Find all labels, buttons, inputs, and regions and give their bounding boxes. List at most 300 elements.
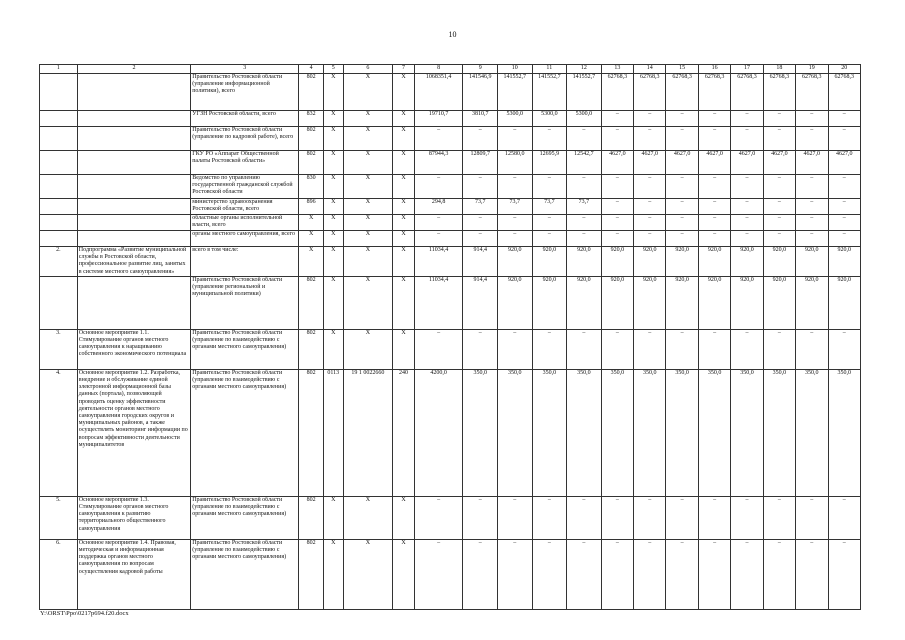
expense-type-cell: X bbox=[393, 329, 415, 369]
amount-cell: – bbox=[567, 231, 602, 247]
amount-cell: – bbox=[634, 127, 666, 151]
row-number-cell bbox=[40, 74, 78, 111]
target-article-cell: X bbox=[343, 496, 393, 539]
section-code-cell: X bbox=[324, 127, 343, 151]
amount-cell: – bbox=[414, 539, 463, 609]
amount-cell: 920,0 bbox=[666, 247, 698, 277]
amount-cell: – bbox=[414, 329, 463, 369]
amount-cell: 5300,0 bbox=[532, 111, 567, 127]
row-number-cell bbox=[40, 199, 78, 215]
table-row bbox=[40, 276, 861, 329]
amount-cell: 920,0 bbox=[497, 247, 532, 277]
amount-cell: – bbox=[731, 175, 763, 199]
amount-cell: – bbox=[601, 329, 633, 369]
section-code-cell: X bbox=[324, 199, 343, 215]
amount-cell: 350,0 bbox=[828, 369, 861, 496]
amount-cell: – bbox=[666, 539, 698, 609]
executor-cell: Правительство Ростовской области (управление по взаимодействию с органами местного самоуправления) bbox=[191, 496, 299, 539]
target-article-cell: X bbox=[343, 539, 393, 609]
amount-cell: 19710,7 bbox=[414, 111, 463, 127]
amount-cell: – bbox=[731, 496, 763, 539]
table-row bbox=[40, 127, 861, 151]
expense-type-cell: X bbox=[393, 74, 415, 111]
amount-cell: 294,8 bbox=[414, 199, 463, 215]
amount-cell: – bbox=[567, 539, 602, 609]
expense-type-cell: X bbox=[393, 215, 415, 231]
grbs-code-cell: X bbox=[299, 247, 324, 277]
section-code-cell: X bbox=[324, 276, 343, 329]
amount-cell: 62768,3 bbox=[731, 74, 763, 111]
program-name-cell bbox=[77, 151, 190, 175]
amount-cell: – bbox=[828, 175, 861, 199]
expense-type-cell: 240 bbox=[393, 369, 415, 496]
amount-cell: – bbox=[763, 111, 795, 127]
section-code-cell: X bbox=[324, 539, 343, 609]
amount-cell: 4627,0 bbox=[796, 151, 828, 175]
amount-cell: 141552,7 bbox=[497, 74, 532, 111]
program-name-cell: Основное мероприятие 1.2. Разработка, внедрение и обслуживание единой электронной информационной базы данных (портала), позволяющей проводить оценку эффективности деятельности органов местного самоуправления городских округов и муниципальных районов, а также осуществлять мониторинг информации по вопросам эффективности деятельности муниципалитетов bbox=[77, 369, 190, 496]
amount-cell: 920,0 bbox=[828, 276, 861, 329]
row-number-cell: 5. bbox=[40, 496, 78, 539]
row-number-cell bbox=[40, 215, 78, 231]
program-name-cell bbox=[77, 276, 190, 329]
amount-cell: – bbox=[634, 496, 666, 539]
amount-cell: 920,0 bbox=[532, 247, 567, 277]
section-code-cell: X bbox=[324, 247, 343, 277]
executor-cell: Ведомство по управлению государственной гражданской службой Ростовской области bbox=[191, 175, 299, 199]
column-number-cell: 7 bbox=[393, 65, 415, 74]
target-article-cell: X bbox=[343, 247, 393, 277]
amount-cell: – bbox=[414, 215, 463, 231]
amount-cell: – bbox=[532, 175, 567, 199]
amount-cell: – bbox=[828, 496, 861, 539]
amount-cell: 920,0 bbox=[698, 247, 730, 277]
amount-cell: – bbox=[763, 539, 795, 609]
amount-cell: – bbox=[497, 175, 532, 199]
amount-cell: 914,4 bbox=[463, 247, 498, 277]
column-number-cell: 12 bbox=[567, 65, 602, 74]
column-number-cell: 13 bbox=[601, 65, 633, 74]
table-row bbox=[40, 539, 861, 609]
column-number-cell: 20 bbox=[828, 65, 861, 74]
amount-cell: 4627,0 bbox=[698, 151, 730, 175]
amount-cell: – bbox=[731, 539, 763, 609]
amount-cell: 920,0 bbox=[796, 247, 828, 277]
amount-cell: 4200,0 bbox=[414, 369, 463, 496]
amount-cell: – bbox=[731, 231, 763, 247]
page-number: 10 bbox=[448, 30, 457, 39]
column-number-cell: 9 bbox=[463, 65, 498, 74]
grbs-code-cell: 802 bbox=[299, 74, 324, 111]
amount-cell: 62768,3 bbox=[634, 74, 666, 111]
program-name-cell bbox=[77, 231, 190, 247]
amount-cell: 62768,3 bbox=[601, 74, 633, 111]
expense-type-cell: X bbox=[393, 111, 415, 127]
column-number-cell: 4 bbox=[299, 65, 324, 74]
amount-cell: – bbox=[828, 111, 861, 127]
amount-cell: – bbox=[497, 215, 532, 231]
grbs-code-cell: 802 bbox=[299, 496, 324, 539]
target-article-cell: X bbox=[343, 231, 393, 247]
amount-cell: – bbox=[763, 127, 795, 151]
target-article-cell: X bbox=[343, 175, 393, 199]
section-code-cell: X bbox=[324, 111, 343, 127]
amount-cell: – bbox=[634, 539, 666, 609]
row-number-cell: 3. bbox=[40, 329, 78, 369]
section-code-cell: X bbox=[324, 496, 343, 539]
column-number-cell: 6 bbox=[343, 65, 393, 74]
program-name-cell bbox=[77, 111, 190, 127]
amount-cell: 920,0 bbox=[731, 247, 763, 277]
amount-cell: 141546,9 bbox=[463, 74, 498, 111]
amount-cell: 920,0 bbox=[532, 276, 567, 329]
executor-cell: ГКУ РО «Аппарат Общественной палаты Ростовской области» bbox=[191, 151, 299, 175]
amount-cell: – bbox=[497, 231, 532, 247]
target-article-cell: 19 1 0022660 bbox=[343, 369, 393, 496]
grbs-code-cell: 802 bbox=[299, 127, 324, 151]
executor-cell: Правительство Ростовской области (управление по кадровой работе), всего bbox=[191, 127, 299, 151]
amount-cell: – bbox=[601, 539, 633, 609]
section-code-cell: X bbox=[324, 215, 343, 231]
table-row bbox=[40, 111, 861, 127]
amount-cell: 920,0 bbox=[567, 276, 602, 329]
amount-cell: – bbox=[666, 215, 698, 231]
amount-cell: 62768,3 bbox=[698, 74, 730, 111]
row-number-cell: 4. bbox=[40, 369, 78, 496]
amount-cell: 12542,7 bbox=[567, 151, 602, 175]
row-number-cell: 6. bbox=[40, 539, 78, 609]
amount-cell: 4627,0 bbox=[666, 151, 698, 175]
amount-cell: – bbox=[634, 111, 666, 127]
program-name-cell: Основное мероприятие 1.4. Правовая, методическая и информационная поддержка органов местного самоуправления по вопросам осуществления кадровой работы bbox=[77, 539, 190, 609]
amount-cell: – bbox=[796, 111, 828, 127]
amount-cell: – bbox=[601, 231, 633, 247]
amount-cell: – bbox=[698, 496, 730, 539]
amount-cell: 920,0 bbox=[601, 247, 633, 277]
amount-cell: 350,0 bbox=[796, 369, 828, 496]
column-number-cell: 17 bbox=[731, 65, 763, 74]
executor-cell: Правительство Ростовской области (управление по взаимодействию с органами местного самоуправления) bbox=[191, 329, 299, 369]
amount-cell: – bbox=[796, 539, 828, 609]
amount-cell: – bbox=[796, 496, 828, 539]
grbs-code-cell: 802 bbox=[299, 369, 324, 496]
section-code-cell: X bbox=[324, 151, 343, 175]
amount-cell: – bbox=[731, 199, 763, 215]
program-name-cell bbox=[77, 175, 190, 199]
amount-cell: 350,0 bbox=[463, 369, 498, 496]
amount-cell: 350,0 bbox=[532, 369, 567, 496]
amount-cell: – bbox=[601, 496, 633, 539]
amount-cell: – bbox=[796, 175, 828, 199]
amount-cell: – bbox=[731, 127, 763, 151]
amount-cell: – bbox=[567, 215, 602, 231]
amount-cell: 73,7 bbox=[567, 199, 602, 215]
executor-cell: областные органы исполнительной власти, всего bbox=[191, 215, 299, 231]
grbs-code-cell: X bbox=[299, 215, 324, 231]
table-row bbox=[40, 247, 861, 277]
amount-cell: – bbox=[532, 539, 567, 609]
amount-cell: – bbox=[698, 127, 730, 151]
amount-cell: – bbox=[763, 496, 795, 539]
amount-cell: 5300,0 bbox=[497, 111, 532, 127]
budget-table bbox=[39, 64, 861, 610]
amount-cell: – bbox=[666, 199, 698, 215]
amount-cell: – bbox=[698, 539, 730, 609]
amount-cell: 350,0 bbox=[497, 369, 532, 496]
row-number-cell bbox=[40, 127, 78, 151]
amount-cell: – bbox=[698, 199, 730, 215]
program-name-cell bbox=[77, 215, 190, 231]
column-number-cell: 18 bbox=[763, 65, 795, 74]
target-article-cell: X bbox=[343, 199, 393, 215]
column-number-cell: 5 bbox=[324, 65, 343, 74]
program-name-cell: Подпрограмма «Развитие муниципальной службы в Ростовской области, профессиональное развитие лиц, занятых в системе местного самоуправления» bbox=[77, 247, 190, 277]
column-number-cell: 10 bbox=[497, 65, 532, 74]
amount-cell: – bbox=[828, 539, 861, 609]
row-number-cell: 2. bbox=[40, 247, 78, 277]
amount-cell: 350,0 bbox=[567, 369, 602, 496]
table-row bbox=[40, 151, 861, 175]
amount-cell: – bbox=[828, 231, 861, 247]
amount-cell: 12695,9 bbox=[532, 151, 567, 175]
table-row bbox=[40, 231, 861, 247]
amount-cell: – bbox=[763, 199, 795, 215]
amount-cell: 4627,0 bbox=[828, 151, 861, 175]
amount-cell: – bbox=[601, 199, 633, 215]
amount-cell: – bbox=[463, 329, 498, 369]
section-code-cell: 0113 bbox=[324, 369, 343, 496]
amount-cell: – bbox=[731, 329, 763, 369]
grbs-code-cell: 802 bbox=[299, 276, 324, 329]
amount-cell: 4627,0 bbox=[601, 151, 633, 175]
amount-cell: – bbox=[828, 329, 861, 369]
grbs-code-cell: 802 bbox=[299, 539, 324, 609]
amount-cell: – bbox=[731, 111, 763, 127]
amount-cell: 73,7 bbox=[532, 199, 567, 215]
amount-cell: 5300,0 bbox=[567, 111, 602, 127]
amount-cell: 141552,7 bbox=[532, 74, 567, 111]
amount-cell: – bbox=[796, 127, 828, 151]
row-number-cell bbox=[40, 111, 78, 127]
amount-cell: – bbox=[634, 175, 666, 199]
expense-type-cell: X bbox=[393, 151, 415, 175]
amount-cell: – bbox=[698, 231, 730, 247]
expense-type-cell: X bbox=[393, 127, 415, 151]
amount-cell: – bbox=[601, 175, 633, 199]
amount-cell: 350,0 bbox=[666, 369, 698, 496]
amount-cell: 350,0 bbox=[698, 369, 730, 496]
amount-cell: – bbox=[497, 127, 532, 151]
grbs-code-cell: 830 bbox=[299, 175, 324, 199]
table-row bbox=[40, 215, 861, 231]
amount-cell: – bbox=[463, 231, 498, 247]
amount-cell: 73,7 bbox=[463, 199, 498, 215]
column-number-cell: 15 bbox=[666, 65, 698, 74]
amount-cell: – bbox=[497, 329, 532, 369]
target-article-cell: X bbox=[343, 111, 393, 127]
target-article-cell: X bbox=[343, 127, 393, 151]
amount-cell: 920,0 bbox=[567, 247, 602, 277]
amount-cell: – bbox=[567, 127, 602, 151]
amount-cell: – bbox=[414, 231, 463, 247]
amount-cell: – bbox=[698, 111, 730, 127]
amount-cell: 920,0 bbox=[497, 276, 532, 329]
amount-cell: 920,0 bbox=[634, 276, 666, 329]
amount-cell: 920,0 bbox=[763, 247, 795, 277]
amount-cell: 62768,3 bbox=[666, 74, 698, 111]
amount-cell: – bbox=[763, 231, 795, 247]
grbs-code-cell: 832 bbox=[299, 111, 324, 127]
amount-cell: 12809,7 bbox=[463, 151, 498, 175]
amount-cell: – bbox=[532, 215, 567, 231]
grbs-code-cell: X bbox=[299, 231, 324, 247]
amount-cell: – bbox=[414, 127, 463, 151]
amount-cell: – bbox=[731, 215, 763, 231]
amount-cell: 62768,3 bbox=[796, 74, 828, 111]
target-article-cell: X bbox=[343, 74, 393, 111]
amount-cell: – bbox=[532, 329, 567, 369]
executor-cell: министерство здравоохранения Ростовской области, всего bbox=[191, 199, 299, 215]
document-file-path: Y:\ORST\Ppo\0217p694.f20.docx bbox=[40, 610, 129, 617]
amount-cell: – bbox=[463, 539, 498, 609]
amount-cell: 920,0 bbox=[698, 276, 730, 329]
target-article-cell: X bbox=[343, 151, 393, 175]
amount-cell: – bbox=[828, 127, 861, 151]
amount-cell: 920,0 bbox=[796, 276, 828, 329]
amount-cell: – bbox=[532, 496, 567, 539]
amount-cell: 87944,3 bbox=[414, 151, 463, 175]
amount-cell: 920,0 bbox=[763, 276, 795, 329]
expense-type-cell: X bbox=[393, 247, 415, 277]
amount-cell: – bbox=[828, 215, 861, 231]
amount-cell: – bbox=[763, 215, 795, 231]
amount-cell: – bbox=[497, 496, 532, 539]
column-number-cell: 2 bbox=[77, 65, 190, 74]
program-name-cell: Основное мероприятие 1.1. Стимулирование органов местного самоуправления к наращиванию собственного экономического потенциала bbox=[77, 329, 190, 369]
amount-cell: – bbox=[634, 199, 666, 215]
amount-cell: 920,0 bbox=[666, 276, 698, 329]
amount-cell: – bbox=[666, 231, 698, 247]
amount-cell: 73,7 bbox=[497, 199, 532, 215]
amount-cell: – bbox=[763, 175, 795, 199]
amount-cell: 920,0 bbox=[634, 247, 666, 277]
amount-cell: 62768,3 bbox=[828, 74, 861, 111]
program-name-cell bbox=[77, 199, 190, 215]
amount-cell: – bbox=[532, 127, 567, 151]
amount-cell: – bbox=[634, 215, 666, 231]
table-row bbox=[40, 74, 861, 111]
expense-type-cell: X bbox=[393, 231, 415, 247]
program-name-cell bbox=[77, 127, 190, 151]
amount-cell: – bbox=[414, 496, 463, 539]
amount-cell: – bbox=[567, 175, 602, 199]
amount-cell: 4627,0 bbox=[634, 151, 666, 175]
amount-cell: – bbox=[796, 329, 828, 369]
executor-cell: органы местного самоуправления, всего bbox=[191, 231, 299, 247]
amount-cell: – bbox=[666, 329, 698, 369]
section-code-cell: X bbox=[324, 74, 343, 111]
amount-cell: 920,0 bbox=[601, 276, 633, 329]
amount-cell: – bbox=[666, 496, 698, 539]
amount-cell: – bbox=[463, 215, 498, 231]
amount-cell: 914,4 bbox=[463, 276, 498, 329]
target-article-cell: X bbox=[343, 215, 393, 231]
table-row bbox=[40, 175, 861, 199]
amount-cell: – bbox=[634, 231, 666, 247]
executor-cell: УГЗН Ростовской области, всего bbox=[191, 111, 299, 127]
amount-cell: – bbox=[796, 215, 828, 231]
amount-cell: – bbox=[828, 199, 861, 215]
amount-cell: – bbox=[796, 199, 828, 215]
amount-cell: 1068351,4 bbox=[414, 74, 463, 111]
column-number-row bbox=[40, 65, 861, 74]
expense-type-cell: X bbox=[393, 199, 415, 215]
column-number-cell: 14 bbox=[634, 65, 666, 74]
column-number-cell: 3 bbox=[191, 65, 299, 74]
executor-cell: Правительство Ростовской области (управление по взаимодействию с органами местного самоуправления) bbox=[191, 539, 299, 609]
program-name-cell: Основное мероприятие 1.3. Стимулирование органов местного самоуправления к развитию территориального общественного самоуправления bbox=[77, 496, 190, 539]
executor-cell: Правительство Ростовской области (управление региональной и муниципальной политики) bbox=[191, 276, 299, 329]
amount-cell: 350,0 bbox=[731, 369, 763, 496]
table-row bbox=[40, 369, 861, 496]
amount-cell: 12580,0 bbox=[497, 151, 532, 175]
amount-cell: – bbox=[463, 175, 498, 199]
grbs-code-cell: 802 bbox=[299, 329, 324, 369]
amount-cell: – bbox=[666, 111, 698, 127]
amount-cell: 62768,3 bbox=[763, 74, 795, 111]
amount-cell: 4627,0 bbox=[763, 151, 795, 175]
amount-cell: 350,0 bbox=[634, 369, 666, 496]
section-code-cell: X bbox=[324, 175, 343, 199]
program-name-cell bbox=[77, 74, 190, 111]
amount-cell: 11034,4 bbox=[414, 276, 463, 329]
amount-cell: – bbox=[567, 329, 602, 369]
amount-cell: 11034,4 bbox=[414, 247, 463, 277]
amount-cell: – bbox=[698, 329, 730, 369]
amount-cell: – bbox=[567, 496, 602, 539]
expense-type-cell: X bbox=[393, 496, 415, 539]
amount-cell: – bbox=[796, 231, 828, 247]
amount-cell: 920,0 bbox=[828, 247, 861, 277]
section-code-cell: X bbox=[324, 329, 343, 369]
amount-cell: – bbox=[601, 111, 633, 127]
expense-type-cell: X bbox=[393, 175, 415, 199]
amount-cell: 350,0 bbox=[601, 369, 633, 496]
amount-cell: – bbox=[532, 231, 567, 247]
grbs-code-cell: 802 bbox=[299, 151, 324, 175]
amount-cell: – bbox=[601, 127, 633, 151]
column-number-cell: 11 bbox=[532, 65, 567, 74]
row-number-cell bbox=[40, 175, 78, 199]
table-body bbox=[40, 65, 861, 610]
amount-cell: – bbox=[414, 175, 463, 199]
row-number-cell bbox=[40, 231, 78, 247]
section-code-cell: X bbox=[324, 231, 343, 247]
table-row bbox=[40, 496, 861, 539]
row-number-cell bbox=[40, 276, 78, 329]
amount-cell: – bbox=[763, 329, 795, 369]
table-row bbox=[40, 329, 861, 369]
amount-cell: 350,0 bbox=[763, 369, 795, 496]
amount-cell: – bbox=[666, 127, 698, 151]
amount-cell: 4627,0 bbox=[731, 151, 763, 175]
grbs-code-cell: 896 bbox=[299, 199, 324, 215]
amount-cell: – bbox=[463, 496, 498, 539]
column-number-cell: 16 bbox=[698, 65, 730, 74]
executor-cell: всего в том числе: bbox=[191, 247, 299, 277]
row-number-cell bbox=[40, 151, 78, 175]
column-number-cell: 19 bbox=[796, 65, 828, 74]
